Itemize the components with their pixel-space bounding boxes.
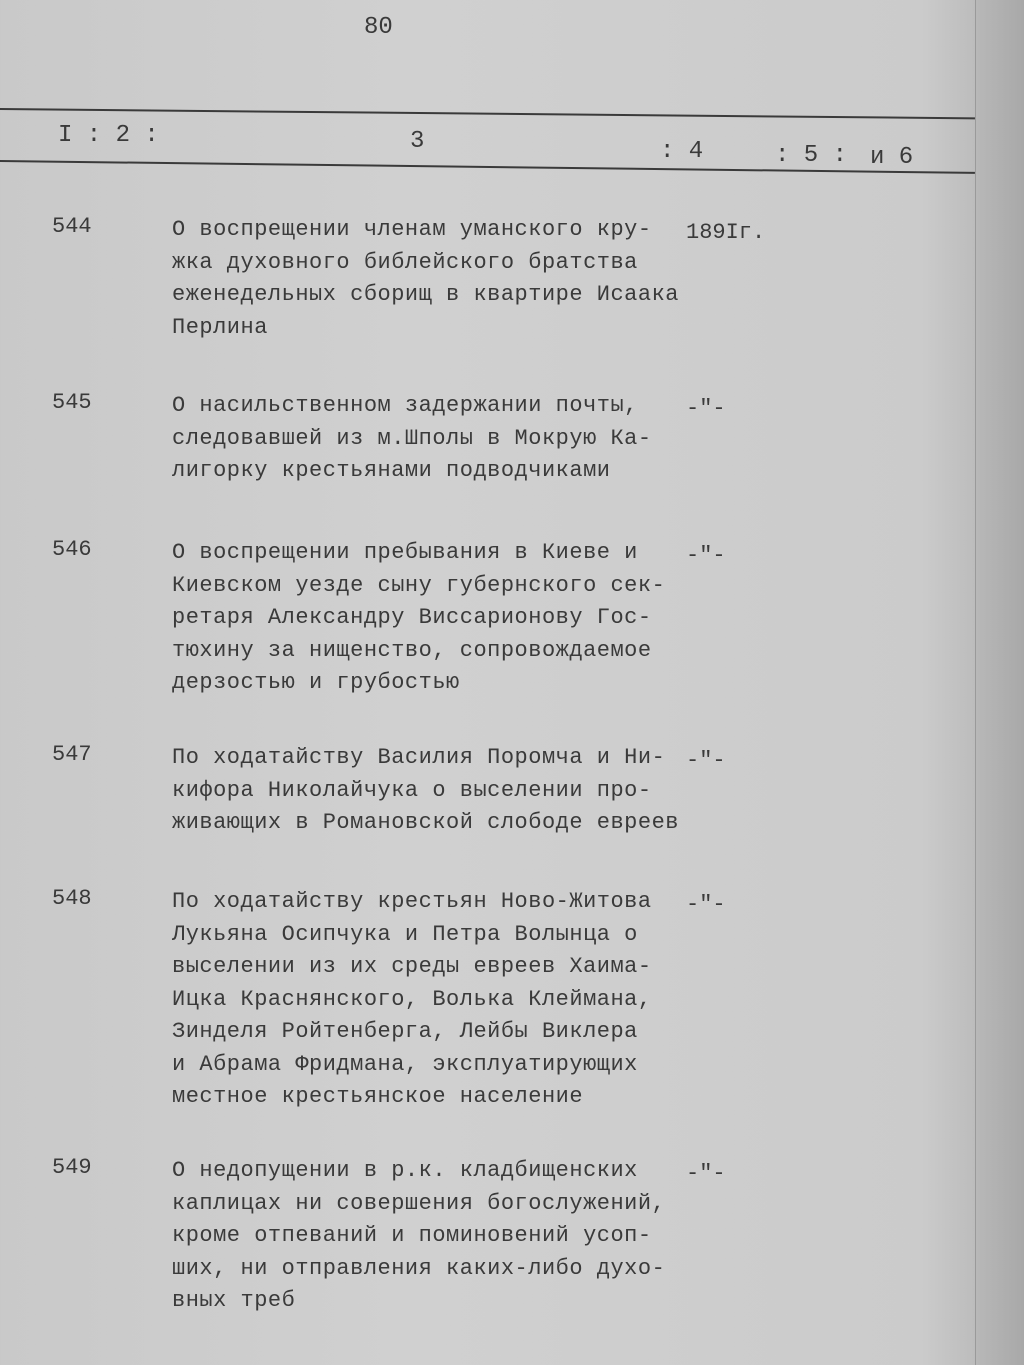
entry-year: -"-: [686, 748, 726, 773]
description-line: кроме отпеваний и поминовений усоп-: [172, 1223, 652, 1248]
description-line: О недопущении в р.к. кладбищенских: [172, 1158, 638, 1183]
description-line: ших, ни отправления каких-либо духо-: [172, 1255, 666, 1281]
entry-description: [172, 742, 679, 840]
description-line: дерзостью и грубостью: [172, 670, 460, 695]
description-line: Перлина: [172, 314, 268, 340]
description-line: Киевском уезде сыну губернского сек-: [172, 572, 666, 598]
description-line: каплицах ни совершения богослужений,: [172, 1190, 666, 1216]
header-col-1-2: I : 2 :: [58, 122, 159, 149]
description-line: следовавшей из м.Шполы в Мокрую Ка-: [172, 425, 652, 451]
entry-description: [172, 214, 679, 344]
header-rule-top: [0, 108, 975, 119]
description-line: лигорку крестьянами подводчиками: [172, 458, 611, 483]
description-line: местное крестьянское население: [172, 1084, 584, 1109]
entry-description: [172, 537, 665, 700]
entry-number: 547: [52, 742, 92, 767]
description-line: Ицка Краснянского, Волька Клеймана,: [172, 986, 652, 1012]
header-col-5: : 5 :: [775, 142, 848, 169]
entry-year: -"-: [686, 1161, 726, 1186]
header-col-3: 3: [410, 128, 425, 155]
description-line: О насильственном задержании почты,: [172, 393, 638, 418]
description-line: вных треб: [172, 1288, 296, 1313]
description-line: О воспрещении членам уманского кру-: [172, 217, 652, 242]
page-number: 80: [364, 14, 393, 41]
entry-number: 546: [52, 537, 92, 562]
description-line: По ходатайству Василия Поромча и Ни-: [172, 745, 666, 770]
entry-number: 545: [52, 390, 92, 415]
description-line: выселении из их среды евреев Хаима-: [172, 954, 652, 979]
description-line: еженедельных сборищ в квартире Исаака: [172, 282, 679, 307]
description-line: Лукьяна Осипчука и Петра Волынца о: [172, 921, 638, 947]
entry-year: -"-: [686, 396, 726, 421]
header-col-4: : 4: [660, 138, 704, 165]
entry-number: 548: [52, 886, 92, 911]
description-line: кифора Николайчука о выселении про-: [172, 777, 652, 803]
description-line: тюхину за нищенство, сопровождаемое: [172, 637, 652, 663]
description-line: и Абрама Фридмана, эксплуатирующих: [172, 1051, 638, 1077]
entry-year: -"-: [686, 543, 726, 568]
header-col-6: и 6: [870, 144, 914, 171]
description-line: живающих в Романовской слободе евреев: [172, 810, 679, 835]
entry-description: [172, 1155, 665, 1318]
description-line: ретаря Александру Виссарионову Гос-: [172, 605, 652, 630]
entry-description: [172, 886, 652, 1114]
entry-number: 544: [52, 214, 92, 239]
entry-description: [172, 390, 652, 488]
entry-year: 189Iг.: [686, 220, 766, 245]
description-line: О воспрещении пребывания в Киеве и: [172, 540, 638, 565]
entry-number: 549: [52, 1155, 92, 1180]
page-edge: [975, 0, 1024, 1365]
description-line: жка духовного библейского братства: [172, 249, 638, 275]
description-line: Зинделя Ройтенберга, Лейбы Виклера: [172, 1019, 638, 1044]
entry-year: -"-: [686, 892, 726, 917]
description-line: По ходатайству крестьян Ново-Житова: [172, 889, 652, 914]
